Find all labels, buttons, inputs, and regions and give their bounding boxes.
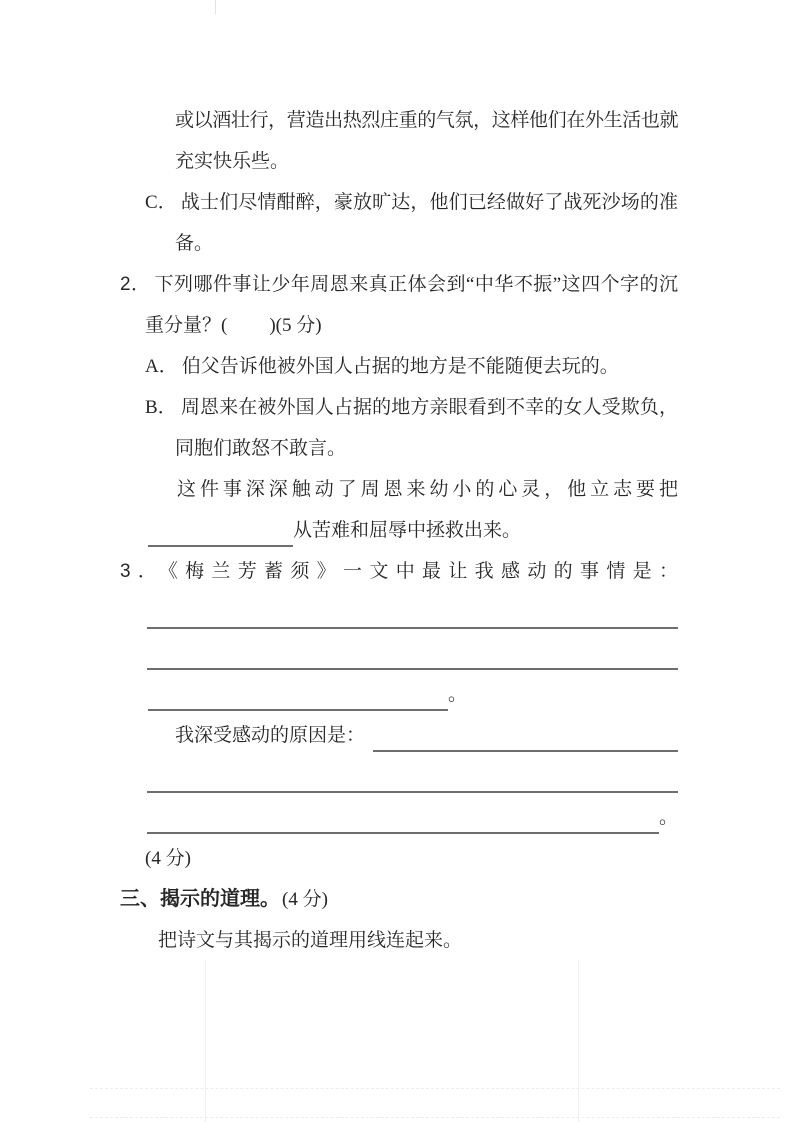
q2-option-a-label: A． [145,356,178,377]
q2-stem-line2 [145,305,678,346]
q1-option-c-text: 战士们尽情酣醉，豪放旷达，他们已经做好了战死沙场的准 [180,192,678,213]
q3-blank-line2 [120,633,678,674]
section3-heading-score: (4 分) [282,889,328,910]
q3-reason-blank-line3 [120,797,678,838]
q2-followup-tail: 从苦难和屈辱中拯救出来。 [293,520,522,541]
q1-option-b-cont-line2: 充实快乐些。 [175,151,290,172]
q2-answer-blank[interactable] [148,510,293,547]
scan-artifact-line [90,1117,780,1118]
q2-stem-line2-score: )(5 分) [269,315,322,336]
q3-blank5-period: 。 [658,807,678,828]
q1-option-c-line2: 备。 [175,233,214,254]
q3-answer-blank-3[interactable] [148,674,448,711]
q3-stem-line [120,551,678,592]
scan-artifact-line [215,0,216,14]
q2-option-b-line2: 同胞们敢怒不敢言。 [175,438,347,459]
q2-option-a [145,346,678,387]
q2-option-b-text: 周恩来在被外国人占据的地方亲眼看到不幸的女人受欺负， [180,397,678,418]
q2-option-b-line1 [145,387,678,428]
q3-reason-line [120,715,678,756]
q3-stem-text: 《梅兰芳蓄须》一文中最让我感动的事情是： [168,561,678,582]
q2-option-b-label: B． [145,397,177,418]
q2-number: 2． [120,274,151,295]
q2-stem-line2-text: 重分量？( [145,315,228,336]
exam-content [120,100,678,961]
q1-option-b-cont-line1: 或以酒壮行，营造出热烈庄重的气氛，这样他们在外生活也就 [175,110,678,131]
q3-answer-blank-1[interactable] [147,592,678,629]
q3-reason-blank-3[interactable] [147,797,659,834]
q2-stem-line1 [120,264,678,305]
q3-reason-blank-2[interactable] [147,756,678,793]
q2-stem-text: 下列哪件事让少年周恩来真正体会到“中华不振”这四个字的沉 [154,274,678,295]
q3-number: 3． [120,561,165,582]
q3-blank-line3 [120,674,678,715]
q2-option-a-text: 伯父告诉他被外国人占据的地方是不能随便去玩的。 [181,356,619,377]
q2-followup-line1: 这件事深深触动了周恩来幼小的心灵，他立志要把 [177,479,678,500]
section3-heading-line [120,879,678,920]
q2-followup-line2 [120,510,678,551]
q3-reason-label: 我深受感动的原因是： [175,725,366,746]
q1-option-c-label: C． [145,192,177,213]
q3-score: (4 分) [145,848,191,869]
q3-answer-blank-2[interactable] [147,633,678,670]
q3-blank-line1 [120,592,678,633]
q3-reason-blank-1[interactable] [373,715,678,752]
scan-artifact-line [578,960,579,1122]
scan-artifact-line [205,960,206,1122]
section3-instruction: 把诗文与其揭示的道理用线连起来。 [158,930,463,951]
q3-blank3-period: 。 [448,684,468,705]
q1-option-c-line1 [145,182,678,223]
q3-reason-blank-line2 [120,756,678,797]
section3-heading: 三、揭示的道理。 [120,888,280,910]
scan-artifact-line [90,1088,780,1089]
